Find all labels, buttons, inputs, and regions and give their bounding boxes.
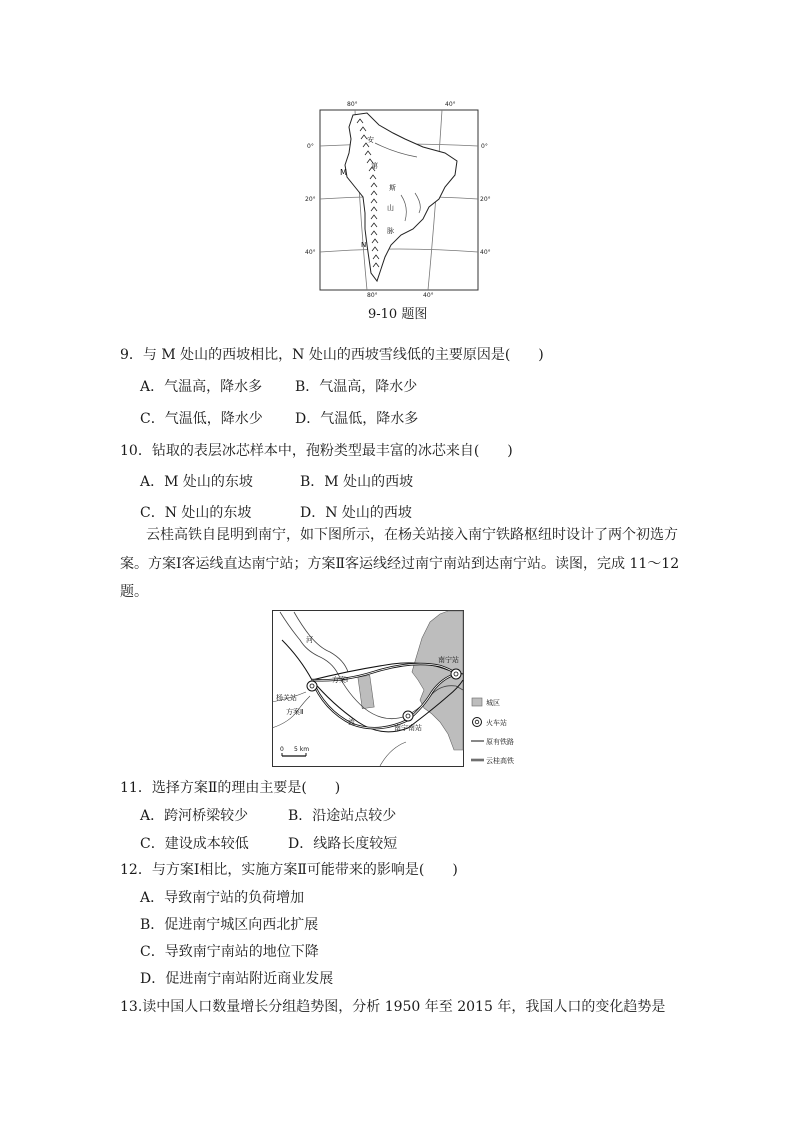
- map1-caption: 9-10 题图: [368, 307, 428, 322]
- mountain-char-3: 斯: [389, 184, 396, 192]
- station-nanning-icon: [451, 669, 461, 679]
- q10-option-b: B．M 处山的西坡: [300, 474, 414, 490]
- q11-stem: 11．选择方案Ⅱ的理由主要是( ): [120, 780, 341, 796]
- lat-label-left-1: 0°: [307, 143, 314, 150]
- lat-label-right-1: 0°: [481, 143, 488, 150]
- station-yangguan-label: 杨关站: [276, 694, 297, 702]
- scale-zero: 0: [280, 746, 284, 753]
- q9-option-c: C．气温低，降水少: [140, 411, 263, 427]
- lat-label-right-2: 20°: [480, 196, 491, 203]
- nanning-railway-map: [272, 610, 522, 770]
- q11-option-c: C．建设成本较低: [140, 836, 249, 852]
- q9-option-a: A．气温高，降水多: [140, 379, 263, 395]
- q10-option-d: D．N 处山的西坡: [300, 505, 412, 521]
- lat-label-left-3: 40°: [305, 249, 316, 256]
- legend-station-label: 火车站: [486, 719, 507, 727]
- station-nanning-label: 南宁站: [438, 656, 459, 664]
- river-label-2: 流: [348, 718, 355, 726]
- station-nanning-south-icon: [403, 711, 413, 721]
- q9-option-d: D．气温低，降水多: [295, 411, 419, 427]
- mountain-char-5: 脉: [387, 227, 394, 235]
- station-yangguan-icon: [307, 681, 317, 691]
- lon-label-bottom-2: 40°: [423, 292, 434, 299]
- q11-option-d: D．线路长度较短: [288, 836, 398, 852]
- scale-five-km: 5 km: [294, 746, 310, 753]
- passage-line-2: 案。方案Ⅰ客运线直达南宁站；方案Ⅱ客运线经过南宁南站到达南宁站。读图，完成 11～12: [120, 556, 680, 572]
- q11-option-b: B．沿途站点较少: [288, 808, 397, 824]
- lon-label-top-1: 80°: [347, 101, 358, 108]
- point-m-label: M: [340, 168, 347, 177]
- q12-option-a: A．导致南宁站的负荷增加: [140, 890, 305, 906]
- q11-option-a: A．跨河桥梁较少: [140, 808, 249, 824]
- q10-option-c: C．N 处山的东坡: [140, 505, 252, 521]
- q12-stem: 12．与方案Ⅰ相比，实施方案Ⅱ可能带来的影响是( ): [120, 862, 458, 878]
- legend-urban-swatch: [472, 698, 482, 706]
- q12-option-d: D．促进南宁南站附近商业发展: [140, 971, 334, 987]
- plan-2-label: 方案Ⅱ: [286, 708, 304, 716]
- mountain-char-4: 山: [387, 204, 394, 212]
- q12-option-b: B．促进南宁城区向西北扩展: [140, 917, 319, 933]
- point-n-label: N: [361, 241, 367, 249]
- legend-station-icon: [473, 718, 482, 727]
- q12-option-c: C．导致南宁南站的地位下降: [140, 944, 319, 960]
- plan-1-label: 方案Ⅰ: [332, 676, 349, 684]
- q9-stem: 9．与 M 处山的西坡相比，N 处山的西坡雪线低的主要原因是( ): [120, 347, 544, 363]
- mountain-char-2: 第: [371, 162, 378, 170]
- q9-option-b: B．气温高，降水少: [295, 379, 418, 395]
- q13-stem: 13.读中国人口数量增长分组趋势图，分析 1950 年至 2015 年，我国人口的变化趋势是: [120, 999, 666, 1015]
- lat-label-left-2: 20°: [305, 196, 316, 203]
- passage-line-3: 题。: [120, 584, 148, 600]
- q10-option-a: A．M 处山的东坡: [140, 474, 253, 490]
- passage-line-1: 云桂高铁自昆明到南宁，如下图所示，在杨关站接入南宁铁路枢纽时设计了两个初选方: [146, 527, 678, 543]
- legend-hsr-label: 云桂高铁: [486, 757, 514, 765]
- legend-urban-label: 城区: [486, 699, 500, 707]
- lon-label-top-2: 40°: [445, 101, 456, 108]
- river-label-1: 河: [306, 636, 313, 644]
- south-america-map: [305, 95, 495, 300]
- legend-existing-rail-label: 原有铁路: [486, 738, 514, 746]
- q10-stem: 10．钻取的表层冰芯样本中，孢粉类型最丰富的冰芯来自( ): [120, 443, 513, 459]
- station-nanning-south-label: 南宁南站: [394, 724, 422, 732]
- mountain-char-1: 安: [367, 136, 374, 144]
- lat-label-right-3: 40°: [480, 249, 491, 256]
- lon-label-bottom-1: 80°: [367, 292, 378, 299]
